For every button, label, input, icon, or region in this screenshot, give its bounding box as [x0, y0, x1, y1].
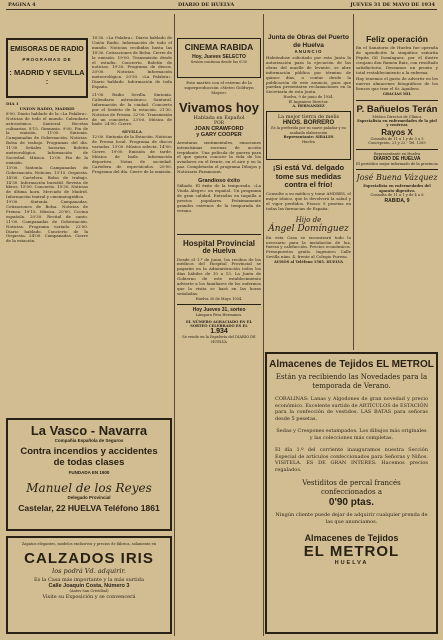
rayos-x: Rayos X [381, 127, 413, 137]
rule [177, 234, 261, 235]
radio-text: 8'00. Diario hablado de la «La Palabra». Noticias de todo el mundo. Calendario astronómico. Santoral. Recetas culinarias. 8'15. Gimnasia. 9'00. Fin de la emisión. 11'00. Sintonía. Campanadas de Gobernación. Noticias. Bolsa de trabajo. Programas del día. 11'30. Señales horarias. Boletín meteorológico. Información de Sociedad. Música. 12'00. Fin de la emisión. [6, 110, 88, 165]
metrol-paragraph: CORALINAS: Lanas y Algodones de gran novedad y precio económico. Excelente surtido de ARTÍCULOS de ESTACIÓN para la confección de vestidos. LAS BATAS para señoras desde 5 pesetas. [275, 396, 428, 422]
radio-cities: : MADRID Y SEVILLA : [9, 68, 85, 86]
actor: y GARY COOPER [196, 131, 242, 138]
tobacco-line: La mejor tierra de melis [277, 114, 340, 121]
feliz-text: En el Sanatorio de Huelva fue operada de apendicitis la simpática señorita Pepita Gil Domínguez, por el ilustre cirujano don Ramón Ruiz, con resultado satisfactorio. Deseamos un pronto y total restablecimiento a la enferma. [356, 45, 438, 75]
radio-text: 19'00. Sintonía. Campanadas. Cotizaciones de Bolsa. Noticias de Prensa. 19'15. Música. 20'00. Cocina española. 20'30. Recital de canto. 21'00. Campanadas de Gobernación. Noticias. Programa variado. 22'00. Diario hablado. Concierto de la Orquesta. 24'00. Campanadas. Cierre de la estación. [6, 199, 88, 244]
hijo-heading: Hijo de [295, 215, 322, 224]
raffle-place: Se vende en la Papelería del DIARIO DE HUELVA [182, 335, 256, 344]
hospital-title: Hospital Provincial [182, 238, 256, 248]
teran-specialty: Especialista en enfermedades de la piel y venéreas [357, 118, 437, 128]
junta-signer-name: A. HERNANDEZ [292, 104, 325, 109]
tobacco-ad [266, 111, 351, 160]
raffle-text: Lámpara Pera Hermanos. [195, 313, 243, 318]
hijo-phone: AVISOS al Teléfono 1585. HUELVA [273, 260, 344, 265]
radio-subtitle: PROGRAMAS DE [22, 57, 72, 62]
iris-intro: Zapatos elegantes, modelos exclusivos y precios de fábrica, solamente en [21, 542, 157, 546]
radio-station: UNION RADIO, MADRID [19, 105, 75, 111]
health-heading: ¡Si está Vd. delgado tome sus medidas contra el frío! [272, 163, 345, 190]
metrol-footer-name: EL METROL [303, 543, 400, 560]
junta-title: Junta de Obras del Puerto de Huelva [268, 34, 349, 49]
feliz-heading: Feliz operación [366, 34, 428, 44]
iris-text: Es la Casa más importante y la más surtida [34, 577, 144, 584]
junta-text: Habiéndose solicitado por esta Junta la autorización para la ejecución de las obras del muelle de levante, se abre información pública por término de quince días, a contar desde la publicación de este anuncio, para que puedan presentarse reclamaciones en la Secretaría de esta Junta. [266, 55, 351, 95]
calzados-iris-ad [6, 536, 172, 634]
junta-signer: El Ingeniero Director. [288, 99, 329, 104]
teran-title: Médico Director de Clínica [372, 114, 422, 119]
cinema-text: Este martes con el estreno de la superproducción «Metro Goldwyn Mayer» [184, 80, 254, 95]
raffle-number: 1.934 [210, 328, 228, 336]
vazquez-name: José Buena Vázquez [356, 173, 438, 183]
vazquez-hours: Consulta de 11 a 1 y de 4 a 6 [370, 193, 424, 198]
ads-column [356, 12, 438, 357]
actors-label: POR [213, 120, 225, 126]
metrol-paragraph: El día 1.º del corriente inauguramos nuestra Sección Especial de artículos confeccionados para Señoras y Niños. VISITELA. ES DE GRAN INTERES. Hacemos precios regalados. [275, 447, 428, 473]
radio-station: SEVILLA [122, 129, 142, 135]
teran-hours: Consulta de 11 a 1 y de 3 a 5 [370, 136, 424, 141]
radio-day: DIA 1 [6, 101, 19, 106]
vasco-address: Castelar, 22 HUELVA Teléfono 1861 [18, 503, 160, 513]
cinema-times: Sesión continua desde las 6'30 [190, 60, 248, 64]
tobacco-text: Es la preferida por su suave paladar y su acabada elaboración [271, 126, 346, 135]
film-title: Vivamos hoy [179, 99, 259, 115]
cinema-column [177, 12, 261, 636]
raffle-title: Hoy Jueves 31, sorteo [192, 307, 246, 314]
metrol-offer: Vestiditos de percal francés confeccionados a [302, 479, 401, 496]
cinema-name: CINEMA RABIDA [184, 42, 254, 52]
iris-address: Calle Joaquín Costa, Número 3 [48, 583, 130, 590]
metrol-title: Almacenes de Tejidos EL METROL [269, 359, 434, 370]
issue-date: JUEVES 31 DE MAYO DE 1934 [350, 2, 435, 8]
teran-address: Concepción, 21 y 22 - Tel. 1289 [368, 141, 426, 146]
radio-text: 12'00. Sintonía de la Estación. Noticias de Prensa local. Programa de discos variados. 13'00. Música selecta. 14'00. Cierre. 19'00. Emisión de tarde. Música de baile. Información deportiva. Notas de sociedad. Cartelera de espectáculos. 20'00. Programa del día. Cierre de la emisión. [92, 134, 172, 174]
column-divider [263, 14, 264, 636]
rep-line: Representante en Huelva [373, 151, 421, 156]
cinema-text: Sábado. El éxito de la temporada. «La Viuda Alegre» en español. Un programa de gran calidad. Entradas en taquilla a precios populares. Próximamente grandes estrenos de la temporada de verano. [177, 183, 261, 213]
vasco-company: Compañía Española de Seguros [54, 438, 124, 443]
vasco-name: La Vasco - Navarra [30, 423, 148, 438]
rule [356, 149, 438, 150]
cinema-highlight: Grandioso éxito [198, 178, 240, 185]
vasco-navarra-ad [6, 418, 172, 531]
radio-text: 21'00. Radio Sevilla. Sintonía. Calendario astronómico. Santoral. Información de la ciudad. Concierto por el Sexteto de la estación. 21'30. Noticias de Prensa. 22'00. Transmisión de un concierto. 23'00. Música de baile. 24'00. Cierre. [92, 91, 172, 127]
health-text: Consulte a su médico y tome ANDRES, el mejor tónico, que le devolverá la salud y el vigor perdidos. Frasco 5 pesetas en todas las farmacias de España. [266, 190, 351, 211]
vazquez-address: RABIDA, 9 [384, 197, 410, 204]
actor: JOAN CRAWFORD [194, 125, 244, 132]
hijo-text: En esta Casa se encontrará todo lo necesario para la instalación de luz, fuerza y calefacción. Precios económicos. Presupuestos gratis. Ingeniero Calle Sevilla núm. 4, frente al Colegio Pureza. [266, 234, 351, 260]
raffle-prize: EL NÚMERO AGRACIADO EN EL SORTEO CELEBRADO ES EL [185, 319, 253, 328]
hijo-name: Ángel Domínguez [268, 223, 349, 234]
tobacco-city: Huelva [302, 139, 315, 144]
metrol-paragraph: Sedas y Crespones estampados. Los dibujos más originales y las colecciones más completas. [276, 428, 427, 441]
page-header [0, 0, 443, 11]
teran-name: P. Bañuelos Terán [356, 103, 438, 115]
column-divider [353, 14, 354, 350]
radio-text: 18'30. «La Palabra». Diario hablado de Unión Radio. Información de todo el mundo. Noticias recibidas hasta las 18'30. Cotizaciones de Bolsa. Cierre de la emisión. 19'00. Transmisión desde el estudio. Concierto. Boletín de noticias. 19'30. Programa de discos. 20'00. Noticias. Información meteorológica. 20'30. «La Palabra». Diario hablado. Información de toda España. [92, 35, 172, 90]
header-rule [6, 9, 437, 10]
radio-title: EMISORAS DE RADIO [10, 46, 84, 53]
foto-sign: GRACIAS MIL [382, 92, 412, 97]
metrol-paragraph: Ningún cliente puede dejar de adquirir cualquier prenda de las que anunciamos. [275, 512, 428, 525]
cinema-session: Hoy, Jueves SELECTO [192, 54, 246, 60]
junta-anuncio: ANUNCIO [294, 49, 323, 54]
iris-visit: Visite su Exposición y se convencerá [42, 593, 136, 600]
iris-slogan: los podrá Vd. adquirir. [52, 567, 126, 576]
radio-column [6, 12, 88, 417]
iris-note: (Antes San Cristóbal) [69, 589, 109, 594]
metrol-subtitle: Están ya recibiendo las Novedades para la temporada de Verano. [275, 373, 428, 390]
foto-text: Hay tenemos el gusto de advertir en los nuevos almacenes fotográficos de los lienzos que trae el Sr. Aguilera. [356, 76, 438, 92]
vasco-risk-2: de todas clases [53, 457, 125, 468]
vasco-risk: Contra incendios y accidentes [20, 446, 158, 457]
rule [356, 169, 438, 170]
hospital-text: Desde el 1.º de junio, los recibos de los médicos del Hospital Provincial se pagarán en la Administración todos los días hábiles de 10 a 13. La Junta de Gobierno de este establecimiento advierte a los familiares de los enfermos que la visita se hará en las horas señaladas. [177, 256, 261, 296]
vazquez-text: Especialista en enfermedades del aparato digestivo. [363, 184, 431, 193]
rule [356, 100, 438, 101]
notices-column [266, 12, 351, 357]
metrol-price: 0'90 ptas. [328, 497, 375, 508]
page-number: PAGINA 4 [8, 2, 36, 8]
metrol-footer: Almacenes de Tejidos [304, 533, 399, 543]
radio-heading-box [6, 38, 88, 98]
radio-text: 13'00. Sintonía. Campanadas de Gobernación. Noticias. 13'15. Orquesta. 14'00. Cartelera. Bolsa de trabajo. 14'30. Información bursátil. Revista de libros. 15'00. Concierto. 15'30. Noticias de última hora. Mercado de Madrid. Información teatral y cinematográfica. [6, 164, 88, 200]
iris-name: CALZADOS IRIS [24, 550, 154, 568]
vasco-agent: Manuel de los Reyes [26, 481, 152, 495]
hospital-date: Huelva 30 de Mayo 1934. [195, 296, 243, 301]
cinema-text: Aventuras sentimentales, emociones intensísimas escenas de acción trepidante. Una película de guerra para el que quiera conocer la vida de los aviadores en el frente, en el aire y en la paz. Completarán el programa Dibujos y Noticiario Paramount. [177, 139, 261, 175]
vasco-founded: FUNDADA EN 1900 [68, 470, 110, 475]
film-sub: Hablada en Español [193, 114, 245, 121]
junta-date: Huelva, 9 de junio de 1934. [283, 95, 334, 100]
newspaper-name: DIARIO DE HUELVA [178, 2, 235, 8]
rep-text: El periódico mejor informado de la provincia [356, 162, 438, 166]
rep-paper: DIARIO DE HUELVA [373, 156, 421, 162]
hospital-city: de Huelva [202, 247, 236, 255]
vasco-agent-title: Delegado Provincial [67, 495, 111, 500]
cinema-heading [177, 38, 261, 78]
tobacco-brand: HNOS. BORRERO [282, 120, 335, 127]
rule [177, 304, 261, 305]
radio-column-2 [92, 12, 172, 417]
column-divider [174, 14, 175, 636]
el-metrol-ad [265, 352, 438, 634]
metrol-footer-city: HUELVA [334, 560, 369, 566]
tobacco-rep: Representante: SIRALES [283, 135, 334, 140]
